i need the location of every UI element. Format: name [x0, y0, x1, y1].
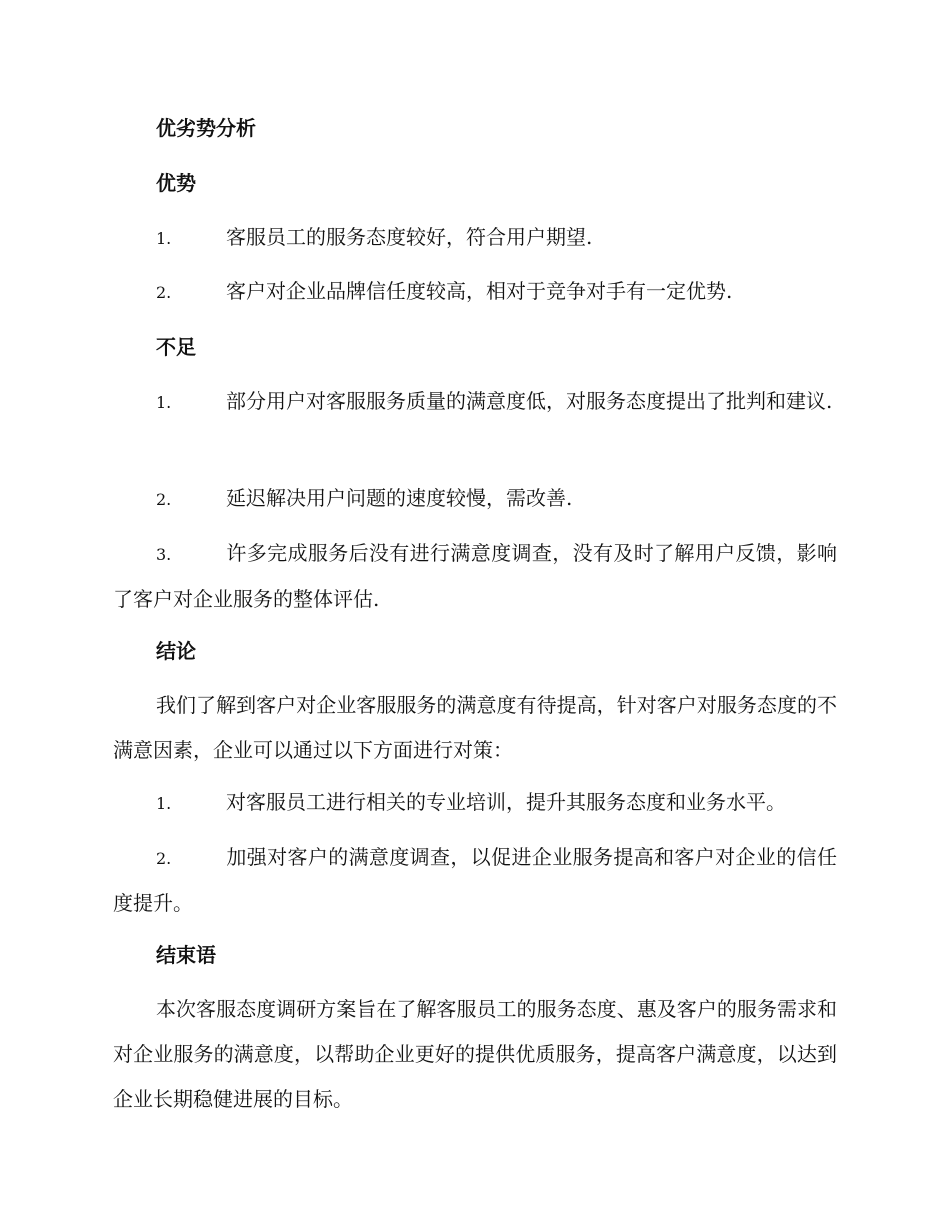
shortcoming-item — [113, 531, 837, 622]
closing-paragraph: 本次客服态度调研方案旨在了解客服员工的服务态度、惠及客户的服务需求和对企业服务的满意度，以帮助企业更好的提供优质服务，提高客户满意度，以达到企业长期稳健进展的目标。 — [113, 997, 837, 1111]
advantages-heading: 优势 — [156, 171, 196, 195]
item-text: 加强对客户的满意度调查，以促进企业服务提高和客户对企业的信任度提升。 — [113, 845, 837, 915]
item-text: 对客服员工进行相关的专业培训，提升其服务态度和业务水平。 — [226, 790, 786, 814]
shortcomings-heading: 不足 — [156, 335, 196, 359]
item-text: 客服员工的服务态度较好，符合用户期望. — [226, 225, 593, 249]
item-number: 1. — [156, 393, 172, 412]
item-text: 客户对企业品牌信任度较高，相对于竞争对手有一定优势. — [226, 279, 733, 303]
item-text: 许多完成服务后没有进行满意度调查，没有及时了解用户反馈，影响了客户对企业服务的整体评估. — [113, 541, 837, 611]
item-number: 1. — [156, 794, 172, 813]
item-number: 2. — [156, 849, 172, 868]
advantage-item — [113, 269, 837, 315]
conclusion-heading: 结论 — [156, 639, 196, 663]
conclusion-item — [113, 835, 837, 926]
item-number: 1. — [156, 229, 172, 248]
advantage-item — [113, 215, 837, 261]
conclusion-paragraph: 我们了解到客户对企业客服服务的满意度有待提高，针对客户对服务态度的不满意因素，企业可以通过以下方面进行对策： — [113, 693, 837, 762]
item-number: 2. — [156, 490, 172, 509]
conclusion-item — [113, 780, 837, 826]
section-title: 优劣势分析 — [156, 116, 256, 140]
shortcoming-item — [113, 476, 837, 522]
shortcoming-item — [113, 379, 837, 425]
item-number: 3. — [156, 545, 172, 564]
item-text: 延迟解决用户问题的速度较慢，需改善. — [226, 486, 573, 510]
item-number: 2. — [156, 283, 172, 302]
closing-heading: 结束语 — [156, 943, 216, 967]
item-text: 部分用户对客服服务质量的满意度低，对服务态度提出了批判和建议. — [226, 389, 833, 413]
